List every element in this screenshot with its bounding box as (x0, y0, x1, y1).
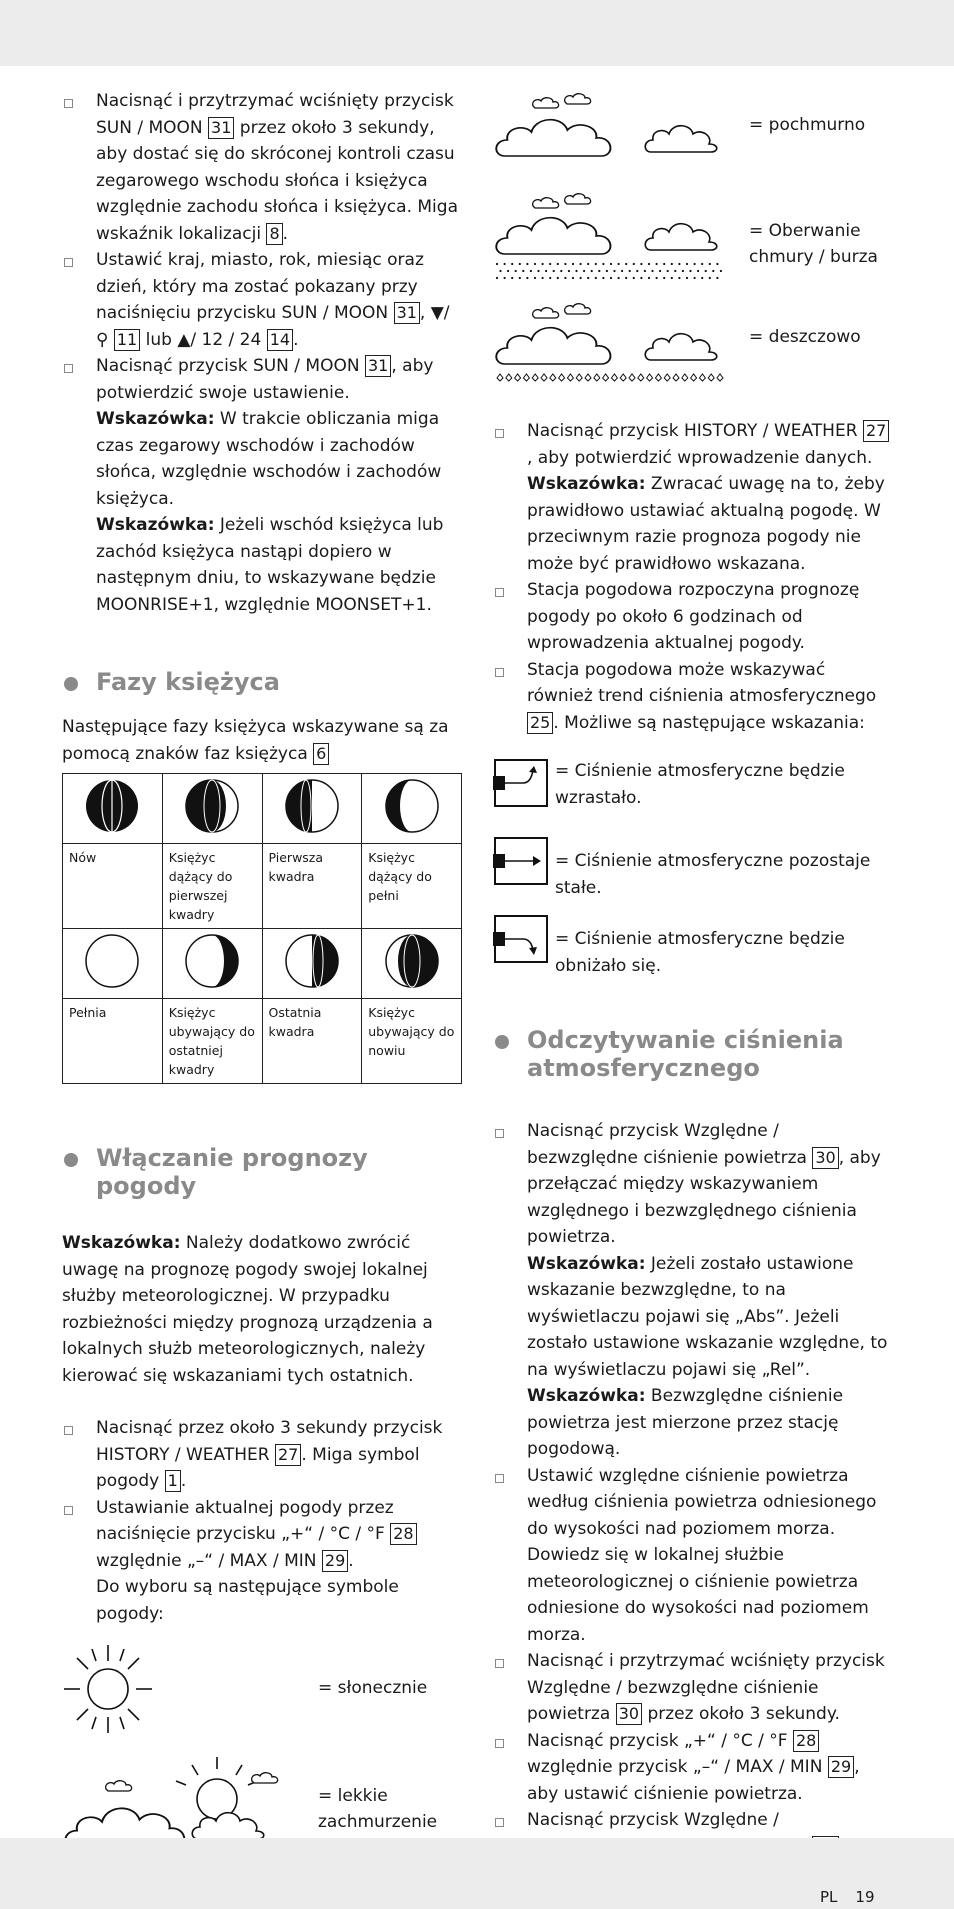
moon-cell (63, 774, 163, 844)
rain-dot (640, 263, 642, 265)
list-item (62, 1495, 466, 1575)
rain-dot (595, 277, 597, 279)
phase-label: Pełnia (63, 999, 163, 1084)
storm-icon (493, 190, 733, 286)
rain-drop (497, 374, 503, 381)
rain-dot (545, 270, 547, 272)
rain-dot (694, 263, 696, 265)
rain-dot (686, 277, 688, 279)
rain-dot (602, 263, 604, 265)
rain-dot (557, 277, 559, 279)
rain-dot (709, 263, 711, 265)
ref-number: 28 (390, 1523, 416, 1545)
moon-cell (362, 774, 462, 844)
rain-dot (580, 277, 582, 279)
rain-dot (640, 277, 642, 279)
rain-dot (621, 270, 623, 272)
weather-label: = pochmurno (749, 115, 866, 135)
rain-dot (644, 270, 646, 272)
weather-label: = lekkie zachmurzenie (318, 1786, 438, 1832)
rain-dot (610, 263, 612, 265)
text: Nacisnąć przycisk Względne / bezwzględne ciśnienie powietrza (527, 1121, 813, 1168)
phase-label: Pierwsza kwadra (262, 844, 362, 929)
rain-dot (580, 263, 582, 265)
right-column (493, 90, 893, 1887)
weather-label: = deszczowo (749, 327, 861, 347)
first-quarter-icon (284, 778, 340, 834)
rain-drop (532, 374, 538, 381)
pressure-steady (493, 836, 893, 914)
note-label: Wskazówka: (527, 1386, 646, 1406)
rain-dot (583, 270, 585, 272)
rain-drop (638, 374, 644, 381)
section-heading: Odczytywanie ciśnienia atmosferycznego (493, 1026, 887, 1082)
list-item (493, 1648, 893, 1728)
rain-dot (618, 277, 620, 279)
weather-label: = słonecznie (318, 1678, 428, 1698)
list-item (493, 1463, 893, 1649)
rain-dot (689, 270, 691, 272)
left-column (62, 88, 466, 1865)
ref-number: 28 (793, 1730, 819, 1752)
rain-dot (557, 263, 559, 265)
rain-drop (603, 374, 609, 381)
rain-dot (575, 270, 577, 272)
rain-dot (694, 277, 696, 279)
rain-drop (629, 374, 635, 381)
ref-number: 25 (527, 712, 553, 734)
rain-dot (537, 270, 539, 272)
rain-dot (587, 263, 589, 265)
text: , aby ustawić ciśnienie powietrza. (527, 1757, 860, 1804)
text: . Możliwe są następujące wskazania: (553, 712, 865, 733)
rain-dot (625, 263, 627, 265)
rain-drop (611, 374, 617, 381)
rain-dot (522, 270, 524, 272)
text: Następujące fazy księżyca wskazywane są za pomocą znaków faz księżyca (62, 717, 449, 764)
moon-cell (362, 929, 462, 999)
rain-drop (585, 374, 591, 381)
rain-dot (519, 277, 521, 279)
note-label: Wskazówka: (62, 1233, 181, 1253)
rain-drop (620, 374, 626, 381)
rain-dot (671, 263, 673, 265)
text: względnie przycisk „–“ / MAX / MIN (527, 1757, 828, 1777)
rain-drop (506, 374, 512, 381)
text: Ustawić kraj, miasto, rok, miesiąc oraz dzień, który ma zostać pokazany przy naciśnięciu przycisku SUN / MOON (96, 250, 424, 323)
text: . (293, 329, 299, 350)
phase-label: Księżyc ubywający do ostatniej kwadry (162, 999, 262, 1084)
rain-dot (572, 263, 574, 265)
moon-phase-table (62, 773, 462, 1084)
rain-dot (633, 277, 635, 279)
waning-crescent-icon (384, 933, 440, 989)
text: , ▼/ (419, 303, 450, 323)
last-quarter-icon (284, 933, 340, 989)
text: Nacisnąć i przytrzymać wciśnięty przycisk Względne / bezwzględne ciśnienie powietrza (527, 1651, 885, 1724)
new-moon-icon (84, 778, 140, 834)
rain-drop (523, 374, 529, 381)
rain-dot (534, 277, 536, 279)
ref-number: 29 (828, 1756, 854, 1778)
rain-dot (572, 277, 574, 279)
rain-drop (673, 374, 679, 381)
forecast-note (62, 1230, 466, 1389)
rain-dot (507, 270, 509, 272)
text: Nacisnąć i przytrzymać wciśnięty przycisk SUN / MOON (96, 91, 454, 138)
moon-intro (62, 714, 466, 767)
phase-label: Nów (63, 844, 163, 929)
ref-number: 8 (266, 223, 282, 245)
ref-number: 30 (616, 1703, 642, 1725)
section-heading: Włączanie prognozy pogody (62, 1144, 466, 1200)
rain-dot (629, 270, 631, 272)
rain-drop (594, 374, 600, 381)
rain-drop (664, 374, 670, 381)
rain-dot (598, 270, 600, 272)
ref-number: 29 (322, 1550, 348, 1572)
text: Stacja pogodowa rozpoczyna prognozę pogody po około 6 godzinach od wprowadzenia aktualnej pogody. (527, 580, 860, 653)
rain-dot (701, 263, 703, 265)
rain-dot (530, 270, 532, 272)
rain-dot (504, 263, 506, 265)
phase-label: Księżyc ubywający do nowiu (362, 999, 462, 1084)
rain-drop (708, 374, 714, 381)
list-item (493, 657, 893, 737)
phase-label: Ostatnia kwadra (262, 999, 362, 1084)
rain-dot (542, 263, 544, 265)
weather-sunny (62, 1641, 466, 1741)
pressure-down-icon (493, 914, 551, 966)
pressure-rising (493, 758, 893, 836)
note-label: Wskazówka: (527, 1253, 646, 1274)
text: przez około 3 sekundy. (642, 1704, 840, 1724)
section-heading: Fazy księżyca (62, 668, 466, 696)
list-item (493, 1728, 893, 1808)
note-label: Wskazówka: (96, 515, 215, 535)
text: , aby przełączać między wskazywaniem względnego i bezwzględnego ciśnienia powietrza. (527, 1147, 881, 1247)
rain-dot (610, 277, 612, 279)
note (493, 1251, 893, 1384)
text: względnie „–“ / MAX / MIN (96, 1550, 322, 1571)
rain-dot (671, 277, 673, 279)
rain-dot (549, 277, 551, 279)
rain-dot (542, 277, 544, 279)
full-moon-icon (84, 933, 140, 989)
rain-drop (541, 374, 547, 381)
rain-dot (606, 270, 608, 272)
note (62, 406, 466, 512)
rain-dot (560, 270, 562, 272)
rain-dot (656, 263, 658, 265)
ref-number: 6 (313, 743, 329, 765)
bottom-band (0, 1838, 954, 1909)
rain-dot (526, 277, 528, 279)
rain-dot (618, 263, 620, 265)
rain-dot (705, 270, 707, 272)
text: Stacja pogodowa może wskazywać również trend ciśnienia atmosferycznego (527, 659, 877, 706)
phase-label: Księżyc dążący do pierwszej kwadry (162, 844, 262, 929)
moon-cell (162, 929, 262, 999)
rain-drop (515, 374, 521, 381)
rain-dot (636, 270, 638, 272)
ref-number: 31 (365, 355, 391, 377)
rain-drop (682, 374, 688, 381)
rain-drop (655, 374, 661, 381)
list-item (493, 1118, 893, 1251)
pressure-label: = Ciśnienie atmosferyczne będzie obniżało się. (555, 929, 845, 976)
ref-number: 27 (863, 420, 889, 442)
rain-drop (576, 374, 582, 381)
text: Nacisnąć przez około 3 sekundy przycisk HISTORY / WEATHER (96, 1418, 443, 1465)
note-text: Bezwzględne ciśnienie powietrza jest mierzone przez stację pogodową. (527, 1386, 844, 1459)
text: . Miga symbol pogody (96, 1444, 420, 1491)
text: . (180, 1471, 187, 1491)
rain-dot (526, 263, 528, 265)
rain-dot (648, 277, 650, 279)
list-item (62, 353, 466, 406)
rain-dot (701, 277, 703, 279)
phase-label: Księżyc dążący do pełni (362, 844, 462, 929)
text: Ustawianie aktualnej pogody przez naciśnięcie przycisku „+“ / °C / °F (96, 1497, 394, 1544)
rain-dot (499, 270, 501, 272)
text: . (348, 1550, 354, 1571)
pressure-falling (493, 914, 893, 1006)
list-item (493, 418, 893, 471)
sun-icon (62, 1641, 162, 1741)
rain-dot (716, 277, 718, 279)
ref-number: 14 (267, 329, 293, 351)
text: Nacisnąć przycisk HISTORY / WEATHER (527, 421, 863, 441)
rain-dot (709, 277, 711, 279)
weather-storm (493, 190, 893, 286)
moon-cell (262, 774, 362, 844)
ref-number: 1 (165, 1470, 181, 1492)
note-label: Wskazówka: (527, 474, 646, 494)
rain-dot (587, 277, 589, 279)
rain-dot (633, 263, 635, 265)
ref-number: 30 (812, 1147, 838, 1169)
ref-number: 31 (208, 117, 234, 139)
language-code: PL (820, 1888, 838, 1906)
moon-cell (262, 929, 362, 999)
text: Nacisnąć przycisk SUN / MOON (96, 356, 365, 376)
note-text: Zwracać uwagę na to, żeby prawidłowo ustawiać aktualną pogodę. W przeciwnym razie prognoza pogody nie może być prawidłowo wskazana. (527, 474, 885, 574)
ref-number: 27 (275, 1444, 301, 1466)
rain-dot (656, 277, 658, 279)
rain-drop (647, 374, 653, 381)
rain-dot (720, 270, 722, 272)
weather-rain (493, 300, 893, 390)
note (493, 1383, 893, 1463)
waning-gibbous-icon (184, 933, 240, 989)
rain-dot (602, 277, 604, 279)
rain-dot (678, 277, 680, 279)
waxing-crescent-icon (184, 778, 240, 834)
rain-dot (663, 263, 665, 265)
text: , aby potwierdzić wprowadzenie danych. (527, 447, 873, 468)
note-text: Należy dodatkowo zwrócić uwagę na prognozę pogody swojej lokalnej służby meteorologicznej. W przypadku rozbieżności między prognozą urządzenia a lokalnych służb meteorologicznych, należy kierować się wskazaniami tych ostatnich. (62, 1233, 433, 1386)
note (62, 512, 466, 618)
rain-dot (697, 270, 699, 272)
rain-dot (613, 270, 615, 272)
pressure-label: = Ciśnienie atmosferyczne będzie wzrastało. (555, 761, 845, 808)
page-number: 19 (855, 1888, 875, 1906)
rain-dot (625, 277, 627, 279)
top-band (0, 0, 954, 66)
rain-dot (564, 263, 566, 265)
rain-dot (564, 277, 566, 279)
rain-drop (559, 374, 565, 381)
moon-cell (162, 774, 262, 844)
list-item (62, 88, 466, 247)
rain-dot (663, 277, 665, 279)
waxing-gibbous-icon (384, 778, 440, 834)
text: lub ▲/ 12 / 24 (140, 329, 267, 350)
rain-dot (716, 263, 718, 265)
rain-dot (519, 263, 521, 265)
rain-dot (591, 270, 593, 272)
rain-dot (686, 263, 688, 265)
rain-dot (674, 270, 676, 272)
rain-dot (534, 263, 536, 265)
rain-dot (595, 263, 597, 265)
rain-dot (712, 270, 714, 272)
weather-label: = Oberwanie chmury / burza (749, 221, 878, 267)
rain-drop (567, 374, 573, 381)
page-footer (820, 1888, 893, 1906)
ref-number: 31 (394, 302, 420, 324)
note-text: Jeżeli wschód księżyca lub zachód księżyca nastąpi dopiero w następnym dniu, to wskazywane będzie MOONRISE+1, względnie MOONSET+1. (96, 515, 444, 615)
pressure-label: = Ciśnienie atmosferyczne pozostaje stałe. (555, 851, 871, 898)
note: Do wyboru są następujące symbole pogody: (96, 1577, 399, 1624)
note (493, 471, 893, 577)
text: . (282, 223, 289, 244)
moon-cell (63, 929, 163, 999)
ref-number: 11 (114, 329, 140, 351)
rain-dot (678, 263, 680, 265)
rain-dot (496, 277, 498, 279)
rain-dot (682, 270, 684, 272)
pressure-steady-icon (493, 836, 551, 888)
rain-dot (549, 263, 551, 265)
rain-dot (659, 270, 661, 272)
rain-dot (568, 270, 570, 272)
pressure-up-icon (493, 758, 551, 810)
rain-dot (515, 270, 517, 272)
text: Ustawić względne ciśnienie powietrza według ciśnienia powietrza odniesionego do wysokości nad poziomem morza. Dowiedz się w lokalnej służbie meteorologicznej o ciśnienie powietrza odniesione do wysokości nad poziomem morza. (527, 1465, 877, 1645)
rain-drop (717, 374, 723, 381)
note-text: Jeżeli zostało ustawione wskazanie bezwzględne, to na wyświetlaczu pojawi się „Abs”. Jeżeli zostało ustawione wskazanie względne, to na wyświetlaczu pojawi się „Rel”. (527, 1253, 888, 1380)
rain-drop (699, 374, 705, 381)
note-text: W trakcie obliczania miga czas zegarowy wschodów i zachodów słońca, względnie wschodów i zachodów księżyca. (96, 409, 442, 509)
rain-dot (511, 263, 513, 265)
text: , aby potwierdzić swoje ustawienie. (96, 356, 434, 403)
rain-icon (493, 300, 733, 390)
rain-dot (511, 277, 513, 279)
rain-drop (691, 374, 697, 381)
rain-dot (667, 270, 669, 272)
rain-dot (648, 263, 650, 265)
list-item (493, 577, 893, 657)
rain-dot (553, 270, 555, 272)
text: przez około 3 sekundy, aby dostać się do skróconej kontroli czasu zegarowego wschodu słońca i księżyca względnie zachodu słońca i księżyca. Miga wskaźnik lokalizacji (96, 117, 458, 244)
note-label: Wskazówka: (96, 409, 215, 429)
text: Nacisnąć przycisk „+“ / °C / °F (527, 1730, 793, 1751)
weather-cloudy (493, 90, 893, 170)
rain-dot (651, 270, 653, 272)
rain-dot (504, 277, 506, 279)
rain-drop (550, 374, 556, 381)
list-item (62, 247, 466, 353)
text: Nacisnąć przycisk Względne / (527, 1810, 779, 1830)
rain-dot (496, 263, 498, 265)
list-item (62, 1415, 466, 1495)
cloudy-icon (493, 90, 733, 170)
antenna-icon: ⚲ (96, 329, 109, 350)
